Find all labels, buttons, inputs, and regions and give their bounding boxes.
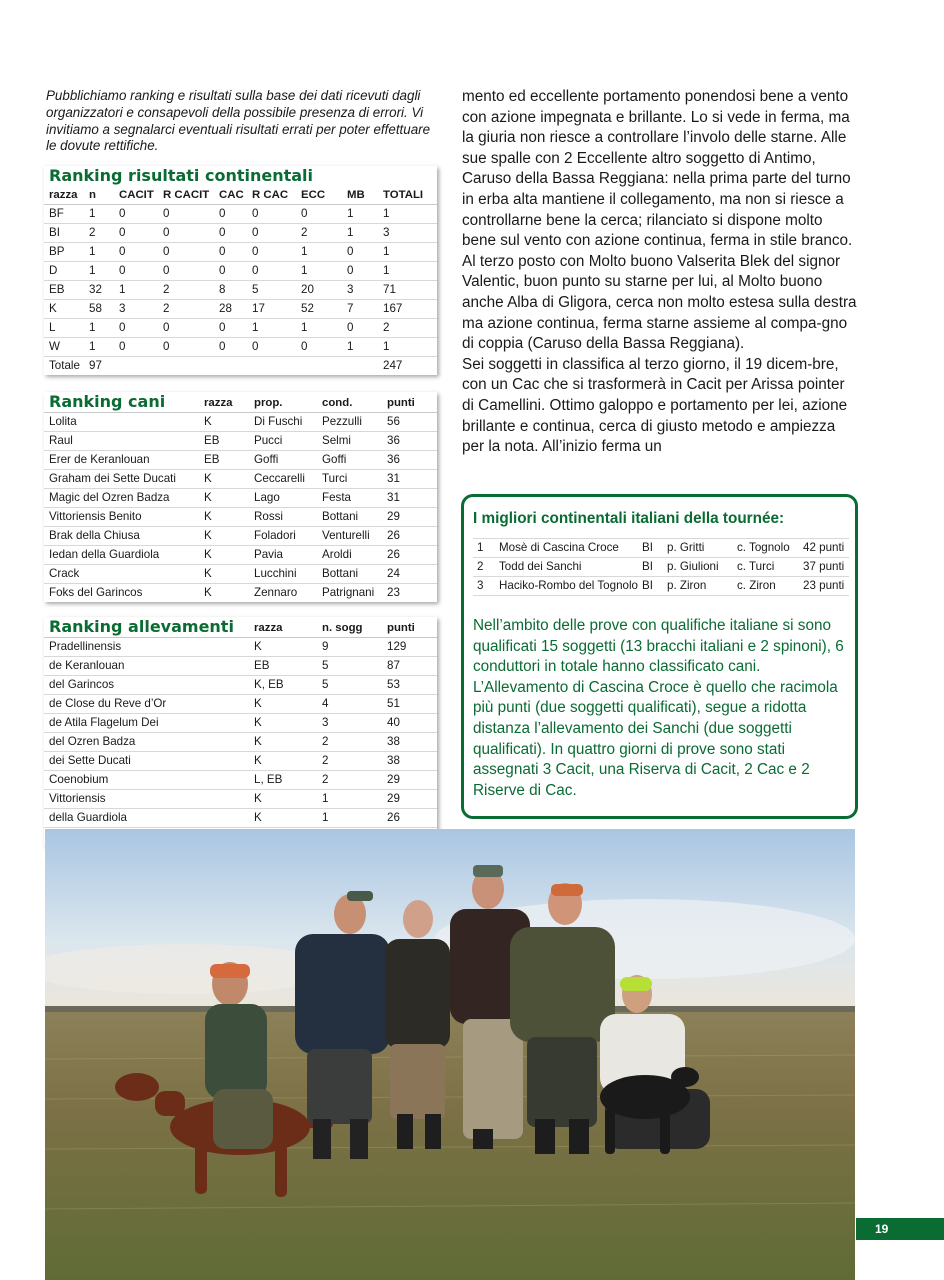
table-cell: K — [249, 733, 317, 752]
column-header: prop. — [254, 397, 283, 409]
table-cell: EB — [249, 657, 317, 676]
table-cell: 3 — [378, 224, 437, 243]
table-row — [44, 413, 437, 432]
table-cell: K — [249, 714, 317, 733]
table-cell: 1 — [247, 319, 296, 338]
table-row — [44, 657, 437, 676]
article-paragraph: Sei soggetti in classifica al terzo giorno, il 19 dicem-bre, con un Cac che si trasformerà in Cacit per Arissa pointer di Camellini. Ottimo galoppo e portamento per lei, azione brillante e continua, cerca di giusto metodo e ampiezza per la nota. All’inizio ferma un — [462, 355, 848, 456]
column-header: R CACIT — [158, 186, 214, 205]
table-cell: K, EB — [249, 676, 317, 695]
table-cell: K — [44, 300, 84, 319]
table-cell: K — [249, 638, 317, 657]
table-cell: 31 — [382, 489, 437, 508]
table-cell: 0 — [114, 319, 158, 338]
table-cell: 17 — [247, 300, 296, 319]
table-cell: 1 — [317, 790, 382, 809]
table-cell: c. Turci — [733, 558, 799, 577]
article-text — [462, 87, 860, 458]
table-cell: de Atila Flagelum Dei — [44, 714, 249, 733]
table-cell: BF — [44, 205, 84, 224]
table-cell: 1 — [342, 224, 378, 243]
table-cell: K — [204, 586, 212, 599]
ranking-allevamenti-panel — [44, 617, 437, 846]
table-cell: 0 — [114, 262, 158, 281]
table-cell: 1 — [342, 205, 378, 224]
table-cell: 0 — [342, 262, 378, 281]
table-cell: 87 — [382, 657, 437, 676]
table-cell: Turci — [317, 470, 382, 489]
table-cell: 1 — [84, 262, 114, 281]
table-cell: 1 — [84, 205, 114, 224]
table-cell: 0 — [114, 243, 158, 262]
table-cell: Aroldi — [317, 546, 382, 565]
table-cell: 0 — [214, 338, 247, 357]
best-continentali-title: I migliori continentali italiani della tournée: — [473, 510, 785, 527]
table-cell: K — [199, 413, 249, 432]
table-cell — [158, 357, 214, 376]
table-cell: 23 punti — [799, 577, 849, 596]
table-cell: p. Gritti — [663, 539, 733, 558]
ranking-cani-header — [44, 392, 437, 413]
table-cell: K — [199, 546, 249, 565]
column-header: punti — [387, 397, 415, 409]
table-cell: L, EB — [249, 771, 317, 790]
table-cell: D — [44, 262, 84, 281]
table-row — [44, 714, 437, 733]
table-cell: 26 — [382, 809, 437, 828]
table-cell: Foladori — [249, 527, 317, 546]
table-cell: 2 — [158, 281, 214, 300]
table-cell: Totale — [49, 359, 80, 372]
column-header: CAC — [214, 186, 247, 205]
table-cell: Haciko-Rombo del Tognolo — [495, 577, 638, 596]
table-cell: 2 — [378, 319, 437, 338]
table-cell: 247 — [383, 359, 403, 372]
qualifiche-summary: Nell’ambito delle prove con qualifiche italiane si sono qualificati 15 soggetti (13 bracchi italiani e 2 spinoni), 6 conduttori in totale hanno classificato cani. L’Allevamento di Cascina Croce è quello che racimola più punti (due soggetti qualificati), segue a ridotta distanza l’allevamento dei Sanchi (due soggetti qualificati). In quattro giorni di prove sono stati assegnati 3 Cacit, una Riserva di Cacit, 2 Cac e 2 Riserve di Cac. — [473, 617, 844, 799]
group-photo-image — [45, 829, 855, 1280]
table-cell: della Guardiola — [44, 809, 249, 828]
table-cell: del Garincos — [44, 676, 249, 695]
table-cell — [296, 357, 342, 376]
table-cell: 0 — [247, 205, 296, 224]
table-cell: del Ozren Badza — [44, 733, 249, 752]
column-header: R CAC — [247, 186, 296, 205]
column-header: MB — [342, 186, 378, 205]
table-cell — [214, 357, 247, 376]
table-cell: EB — [199, 432, 249, 451]
table-row — [44, 243, 437, 262]
table-cell: Festa — [317, 489, 382, 508]
table-cell: Selmi — [317, 432, 382, 451]
table-cell: 1 — [296, 243, 342, 262]
table-cell: BI — [44, 224, 84, 243]
table-row — [44, 809, 437, 828]
ranking-cani-table — [44, 413, 437, 602]
article-paragraph: mento ed eccellente portamento ponendosi bene a vento con azione impegnata e brillante. Lo si vede in ferma, ma la giuria non riesce a controllare l’involo delle starne. Alle sue spalle con 2 Eccellente altro soggetto di Antimo, Caruso della Bassa Reggiana: nella prima parte del turno in erba alta mantiene il collegamento, ma non si riesce a controllarne bene la cerca; rilanciato si dispone molto bene sul vento con azione continua, ferma in stile branco. Al terzo posto con Molto buono Valserita Blek del signor Valentic, buon punto su starne per lui, al Molto buono anche Alba di Gligora, cerca non molto estesa sulla destra ma azione continua, ferma starne assieme al compa-gno di coppia (Caruso della Bassa Reggiana). — [462, 88, 857, 353]
table-cell: 167 — [378, 300, 437, 319]
table-row — [473, 577, 849, 596]
ranking-cani-title: Ranking cani — [49, 392, 166, 411]
table-cell: BI — [638, 577, 663, 596]
table-row — [44, 508, 437, 527]
table-row — [44, 638, 437, 657]
table-row — [44, 676, 437, 695]
table-cell: 2 — [317, 752, 382, 771]
table-cell: 42 punti — [799, 539, 849, 558]
table-cell — [247, 357, 296, 376]
table-row — [44, 527, 437, 546]
table-cell: 1 — [84, 338, 114, 357]
table-cell: 2 — [84, 224, 114, 243]
table-cell: 0 — [296, 338, 342, 357]
table-cell: EB — [44, 281, 84, 300]
column-header: n. sogg — [322, 622, 363, 634]
table-cell: K — [249, 695, 317, 714]
table-cell: 1 — [378, 338, 437, 357]
table-cell: 5 — [317, 676, 382, 695]
column-header: ECC — [296, 186, 342, 205]
table-cell: W — [44, 338, 84, 357]
ranking-allevamenti-header — [44, 617, 437, 638]
table-cell: 37 punti — [799, 558, 849, 577]
column-header: CACIT — [114, 186, 158, 205]
table-row — [44, 695, 437, 714]
table-cell: 5 — [317, 657, 382, 676]
table-cell: 5 — [247, 281, 296, 300]
table-cell: 1 — [114, 281, 158, 300]
table-cell: 0 — [158, 338, 214, 357]
table-cell: Lago — [249, 489, 317, 508]
intro-note: Pubblichiamo ranking e risultati sulla base dei dati ricevuti dagli organizzatori e consapevoli della possibile presenza di errori. Vi invitiamo a segnalarci eventuali risultati errati per poter effettuare le dovute rettifiche. — [46, 88, 431, 154]
table-row — [44, 338, 437, 357]
table-cell: 58 — [84, 300, 114, 319]
table-cell: 2 — [317, 733, 382, 752]
table-cell: Zennaro — [254, 586, 298, 599]
ranking-continentali-table — [44, 186, 437, 375]
table-cell: 0 — [158, 205, 214, 224]
table-cell: Graham dei Sette Ducati — [44, 470, 199, 489]
column-header: razza — [44, 186, 84, 205]
table-cell: de Close du Reve d’Or — [44, 695, 249, 714]
table-cell: K — [199, 470, 249, 489]
table-cell: 0 — [214, 205, 247, 224]
table-row — [473, 539, 849, 558]
table-cell: Todd dei Sanchi — [495, 558, 638, 577]
table-cell: Coenobium — [44, 771, 249, 790]
table-cell: 0 — [158, 319, 214, 338]
table-cell: 29 — [382, 790, 437, 809]
table-cell: EB — [199, 451, 249, 470]
table-cell: 52 — [296, 300, 342, 319]
table-cell: 0 — [247, 338, 296, 357]
table-header-row — [44, 186, 437, 205]
table-cell: 0 — [247, 224, 296, 243]
table-row — [44, 205, 437, 224]
table-cell: Ceccarelli — [249, 470, 317, 489]
table-row — [44, 224, 437, 243]
table-cell — [342, 357, 378, 376]
table-cell: 29 — [382, 771, 437, 790]
table-cell: 1 — [378, 262, 437, 281]
table-cell: 28 — [214, 300, 247, 319]
table-cell: Raul — [44, 432, 199, 451]
table-row — [44, 489, 437, 508]
table-cell: Pezzulli — [317, 413, 382, 432]
table-cell: 0 — [247, 243, 296, 262]
table-cell: 71 — [378, 281, 437, 300]
column-header: punti — [387, 622, 415, 634]
table-cell: Di Fuschi — [249, 413, 317, 432]
table-row — [44, 584, 437, 603]
table-cell: 1 — [342, 338, 378, 357]
table-cell: Erer de Keranlouan — [44, 451, 199, 470]
table-cell: 0 — [342, 319, 378, 338]
table-cell: 20 — [296, 281, 342, 300]
table-cell: 38 — [382, 733, 437, 752]
table-cell: 36 — [382, 432, 437, 451]
table-cell: 0 — [158, 243, 214, 262]
table-cell: BI — [638, 539, 663, 558]
table-cell: 23 — [387, 586, 400, 599]
table-cell: 0 — [114, 338, 158, 357]
table-cell: 51 — [382, 695, 437, 714]
table-cell: 56 — [382, 413, 437, 432]
table-cell: Lucchini — [249, 565, 317, 584]
table-cell: 0 — [158, 224, 214, 243]
table-cell: 0 — [214, 224, 247, 243]
table-row — [44, 319, 437, 338]
table-cell: K — [199, 565, 249, 584]
table-cell: 1 — [378, 205, 437, 224]
table-cell: p. Giulioni — [663, 558, 733, 577]
table-row — [44, 281, 437, 300]
table-cell: K — [199, 508, 249, 527]
table-cell: K — [199, 527, 249, 546]
table-cell: Mosè di Cascina Croce — [495, 539, 638, 558]
table-cell: c. Ziron — [733, 577, 799, 596]
table-cell: Patrignani — [322, 586, 375, 599]
group-photo — [45, 829, 855, 1280]
column-header: razza — [254, 622, 283, 634]
table-cell: 4 — [317, 695, 382, 714]
table-cell: dei Sette Ducati — [44, 752, 249, 771]
table-cell: 3 — [114, 300, 158, 319]
table-cell: Vittoriensis — [44, 790, 249, 809]
table-cell: K — [249, 752, 317, 771]
table-cell: Magic del Ozren Badza — [44, 489, 199, 508]
table-cell: Bottani — [317, 508, 382, 527]
table-cell: Iedan della Guardiola — [44, 546, 199, 565]
table-row — [44, 300, 437, 319]
table-cell: 24 — [382, 565, 437, 584]
column-header: TOTALI — [378, 186, 437, 205]
table-row — [44, 771, 437, 790]
table-cell: 0 — [214, 243, 247, 262]
table-cell: K — [199, 489, 249, 508]
ranking-allevamenti-title: Ranking allevamenti — [49, 617, 234, 636]
table-cell: 0 — [114, 205, 158, 224]
column-header: razza — [204, 397, 233, 409]
table-cell: 32 — [84, 281, 114, 300]
table-cell: 0 — [296, 205, 342, 224]
table-cell: p. Ziron — [663, 577, 733, 596]
table-cell: 0 — [247, 262, 296, 281]
table-cell: 0 — [214, 319, 247, 338]
table-cell: 1 — [84, 243, 114, 262]
table-cell: 2 — [317, 771, 382, 790]
best-continentali-box — [461, 494, 858, 819]
table-cell: 3 — [342, 281, 378, 300]
table-row — [44, 432, 437, 451]
table-cell: c. Tognolo — [733, 539, 799, 558]
table-cell: 1 — [296, 262, 342, 281]
table-row — [44, 470, 437, 489]
table-cell: 1 — [378, 243, 437, 262]
ranking-continentali-panel — [44, 166, 437, 375]
table-row — [44, 262, 437, 281]
table-cell: Pavia — [249, 546, 317, 565]
table-cell: Foks del Garincos — [49, 586, 143, 599]
table-cell: Vittoriensis Benito — [44, 508, 199, 527]
table-cell: 0 — [214, 262, 247, 281]
table-cell: 26 — [382, 527, 437, 546]
table-cell: Pradellinensis — [44, 638, 249, 657]
table-cell: L — [44, 319, 84, 338]
best-continentali-table — [473, 538, 849, 596]
table-cell — [114, 357, 158, 376]
ranking-allevamenti-table — [44, 638, 437, 846]
table-cell: 97 — [89, 359, 102, 372]
table-cell: BI — [638, 558, 663, 577]
table-row — [44, 357, 437, 376]
table-cell: Lolita — [44, 413, 199, 432]
table-cell: 2 — [158, 300, 214, 319]
table-row — [44, 565, 437, 584]
table-cell: K — [249, 809, 317, 828]
table-cell: 7 — [342, 300, 378, 319]
table-cell: 1 — [296, 319, 342, 338]
table-cell: Brak della Chiusa — [44, 527, 199, 546]
table-row — [44, 451, 437, 470]
table-cell: 129 — [382, 638, 437, 657]
table-row — [473, 558, 849, 577]
table-cell: 1 — [84, 319, 114, 338]
table-cell: 9 — [317, 638, 382, 657]
table-cell: Pucci — [249, 432, 317, 451]
ranking-continentali-title: Ranking risultati continentali — [49, 166, 314, 185]
table-cell: Goffi — [249, 451, 317, 470]
ranking-cani-panel — [44, 392, 437, 602]
table-row — [44, 790, 437, 809]
column-header: n — [84, 186, 114, 205]
table-cell: Goffi — [317, 451, 382, 470]
table-cell: Bottani — [317, 565, 382, 584]
table-cell: 2 — [473, 558, 495, 577]
table-cell: 36 — [382, 451, 437, 470]
table-cell: 38 — [382, 752, 437, 771]
column-header: cond. — [322, 397, 353, 409]
table-cell: 26 — [382, 546, 437, 565]
table-cell: 2 — [296, 224, 342, 243]
table-cell: 29 — [382, 508, 437, 527]
table-row — [44, 752, 437, 771]
table-cell: de Keranlouan — [44, 657, 249, 676]
table-cell: 3 — [473, 577, 495, 596]
table-row — [44, 546, 437, 565]
table-cell: 0 — [114, 224, 158, 243]
table-cell: 40 — [382, 714, 437, 733]
table-cell: 3 — [317, 714, 382, 733]
table-cell: 8 — [214, 281, 247, 300]
table-cell: 0 — [342, 243, 378, 262]
table-cell: Rossi — [249, 508, 317, 527]
table-cell: 53 — [382, 676, 437, 695]
table-cell: Crack — [44, 565, 199, 584]
table-cell: Venturelli — [317, 527, 382, 546]
table-cell: K — [249, 790, 317, 809]
table-cell: 1 — [473, 539, 495, 558]
table-cell: 1 — [317, 809, 382, 828]
page-number: 19 — [856, 1218, 944, 1240]
table-cell: 31 — [382, 470, 437, 489]
table-row — [44, 733, 437, 752]
table-cell: 0 — [158, 262, 214, 281]
table-cell: BP — [44, 243, 84, 262]
